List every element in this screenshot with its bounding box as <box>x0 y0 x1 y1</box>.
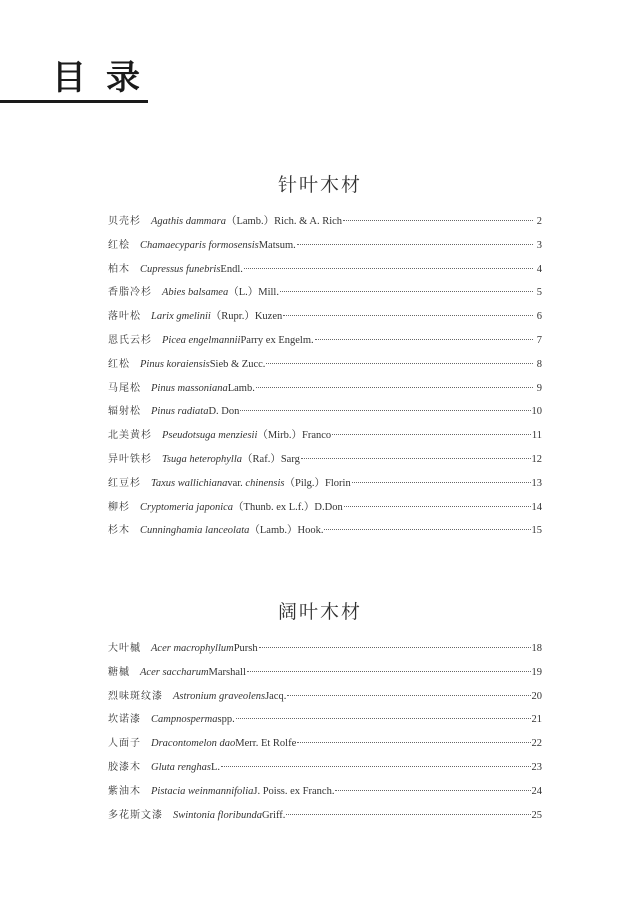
entry-scientific-name: Pseudotsuga menziesii <box>162 430 258 442</box>
entry-page-number: 23 <box>531 761 542 773</box>
entry-authority: Marshall <box>208 666 246 678</box>
toc-entry[interactable] <box>108 710 542 734</box>
entry-page-number: 5 <box>536 287 542 299</box>
entry-page-number: 3 <box>536 239 542 251</box>
leader-dots <box>244 267 533 269</box>
entry-authority: Endl. <box>220 263 243 275</box>
entry-scientific-name: Taxus wallichiana <box>151 477 228 489</box>
entry-page-number: 11 <box>531 430 542 442</box>
entry-authority: （Raf.）Sarg <box>242 453 300 465</box>
leader-dots <box>324 528 530 530</box>
entry-scientific-name: Chamaecyparis formosensis <box>140 239 259 251</box>
entry-page-number: 22 <box>531 738 542 750</box>
toc-entry[interactable] <box>108 426 542 450</box>
toc-entry[interactable] <box>108 734 542 758</box>
entry-chinese-name: 恩氏云杉 <box>108 334 152 346</box>
entry-authority: Matsum. <box>258 239 296 251</box>
toc-entry[interactable] <box>108 331 542 355</box>
entry-chinese-name: 柏木 <box>108 263 130 275</box>
entry-scientific-name: Astronium graveolens <box>173 690 266 702</box>
entry-authority: Pursh <box>233 643 258 654</box>
entry-chinese-name: 胶漆木 <box>108 761 141 773</box>
entry-page-number: 10 <box>531 406 542 418</box>
leader-dots <box>297 741 530 743</box>
entry-scientific-name: Cunninghamia lanceolata <box>140 525 250 537</box>
entry-chinese-name: 落叶松 <box>108 311 141 323</box>
entry-chinese-name: 多花斯文漆 <box>108 809 163 821</box>
entry-page-number: 8 <box>536 358 542 370</box>
entry-authority: J. Poiss. ex Franch. <box>253 785 335 797</box>
page-heading: 目录 <box>52 58 160 98</box>
entry-page-number: 24 <box>531 785 542 797</box>
entry-page-number: 19 <box>531 666 542 678</box>
entry-authority: Merr. Et Rolfe <box>235 738 297 750</box>
leader-dots <box>332 433 531 435</box>
entry-scientific-name: Pinus radiata <box>151 406 209 418</box>
entry-authority: D. Don <box>208 406 240 418</box>
entry-chinese-name: 红豆杉 <box>108 477 141 489</box>
toc-entry[interactable] <box>108 639 542 663</box>
toc-entry[interactable] <box>108 498 542 522</box>
entry-chinese-name: 北美黄杉 <box>108 430 152 442</box>
entry-authority: （Mirb.）Franco <box>257 430 332 442</box>
toc-entry[interactable] <box>108 379 542 403</box>
entry-page-number: 25 <box>531 809 542 821</box>
entry-scientific-name: Abies balsamea <box>162 287 229 299</box>
leader-dots <box>343 219 533 221</box>
section-title-conifer: 针叶木材 <box>277 174 362 196</box>
entry-page-number: 2 <box>536 216 542 227</box>
entry-scientific-name: Swintonia floribunda <box>173 809 262 821</box>
entry-authority: Parry ex Engelm. <box>240 334 314 346</box>
entry-chinese-name: 杉木 <box>108 525 130 537</box>
entry-scientific-name: Dracontomelon dao <box>151 738 236 750</box>
entry-scientific-name: Larix gmelinii <box>151 311 211 323</box>
toc-entry[interactable] <box>108 782 542 806</box>
entry-scientific-name: Cupressus funebris <box>140 263 221 275</box>
entry-page-number: 21 <box>531 714 542 726</box>
entry-authority: （Lamb.）Rich. & A. Rich <box>225 216 343 227</box>
toc-entry[interactable] <box>108 450 542 474</box>
leader-dots <box>221 765 530 767</box>
leader-dots <box>236 717 531 719</box>
entry-chinese-name: 异叶铁杉 <box>108 453 152 465</box>
entry-scientific-name: Pistacia weinmannifolia <box>151 785 254 797</box>
entry-page-number: 18 <box>531 643 542 654</box>
entry-page-number: 4 <box>536 263 542 275</box>
entry-scientific-name: Agathis dammara <box>151 216 226 227</box>
leader-dots <box>280 290 533 292</box>
entry-authority: （Rupr.）Kuzen <box>210 311 283 323</box>
entry-authority: （Lamb.）Hook. <box>249 525 324 537</box>
leader-dots <box>256 386 533 388</box>
leader-dots <box>286 813 530 815</box>
entry-chinese-name: 大叶槭 <box>108 643 141 654</box>
toc-entry[interactable] <box>108 307 542 331</box>
toc-entry[interactable] <box>108 236 542 260</box>
entry-scientific-name: Acer saccharum <box>140 666 209 678</box>
toc-entry[interactable] <box>108 758 542 782</box>
entry-page-number: 13 <box>531 477 542 489</box>
leader-dots <box>301 457 531 459</box>
entry-scientific-name: Acer macrophyllum <box>151 643 234 654</box>
entry-scientific-name: Tsuga heterophylla <box>162 453 243 465</box>
entry-page-number: 15 <box>531 525 542 537</box>
entry-chinese-name: 红松 <box>108 358 130 370</box>
leader-dots <box>287 694 530 696</box>
toc-list-broadleaf <box>108 639 542 829</box>
entry-page-number: 20 <box>531 690 542 702</box>
leader-dots <box>259 646 531 648</box>
entry-variety-name: chinensis <box>245 477 285 489</box>
entry-scientific-name: Pinus koraiensis <box>140 358 210 370</box>
entry-chinese-name: 马尾松 <box>108 382 141 394</box>
leader-dots <box>297 243 533 245</box>
toc-entry[interactable] <box>108 212 542 236</box>
entry-chinese-name: 坎诺漆 <box>108 714 141 726</box>
entry-authority: Jacq. <box>265 690 287 702</box>
entry-authority: Griff. <box>261 809 286 821</box>
entry-chinese-name: 糖槭 <box>108 666 130 678</box>
leader-dots <box>344 505 531 507</box>
entry-scientific-name: Pinus massoniana <box>151 382 228 394</box>
entry-scientific-name: Gluta renghas <box>151 761 211 773</box>
toc-entry[interactable] <box>108 355 542 379</box>
entry-scientific-name: Picea engelmannii <box>162 334 241 346</box>
entry-page-number: 14 <box>531 501 542 513</box>
entry-authority: Lamb. <box>227 382 255 394</box>
leader-dots <box>352 481 531 483</box>
entry-chinese-name: 柳杉 <box>108 501 130 513</box>
entry-scientific-name: Campnosperma <box>151 714 218 726</box>
toc-entry[interactable] <box>108 687 542 711</box>
entry-chinese-name: 紫油木 <box>108 785 141 797</box>
entry-chinese-name: 贝壳杉 <box>108 216 141 227</box>
entry-authority: （L.）Mill. <box>228 287 279 299</box>
toc-entry[interactable] <box>108 402 542 426</box>
leader-dots <box>240 409 530 411</box>
entry-page-number: 6 <box>536 311 542 323</box>
toc-entry[interactable] <box>108 806 542 830</box>
toc-entry[interactable] <box>108 260 542 284</box>
entry-authority: Sieb & Zucc. <box>209 358 266 370</box>
entry-authority: spp. <box>217 714 235 726</box>
heading-underline <box>0 100 148 103</box>
entry-page-number: 9 <box>536 382 542 394</box>
section-title-broadleaf: 阔叶木材 <box>277 601 362 623</box>
entry-chinese-name: 人面子 <box>108 738 141 750</box>
leader-dots <box>283 314 533 316</box>
toc-entry[interactable] <box>108 663 542 687</box>
toc-entry[interactable] <box>108 474 542 498</box>
entry-chinese-name: 红桧 <box>108 239 130 251</box>
leader-dots <box>266 362 533 364</box>
leader-dots <box>315 338 533 340</box>
entry-authority: var. chinensis（Pilg.）Florin <box>227 477 351 489</box>
toc-list-conifer <box>108 212 542 545</box>
entry-chinese-name: 香脂冷杉 <box>108 287 152 299</box>
entry-page-number: 12 <box>531 453 542 465</box>
entry-chinese-name: 辐射松 <box>108 406 141 418</box>
entry-authority: （Thunb. ex L.f.）D.Don <box>233 501 343 513</box>
leader-dots <box>247 670 531 672</box>
entry-page-number: 7 <box>536 334 542 346</box>
toc-entry[interactable] <box>108 521 542 545</box>
leader-dots <box>335 789 530 791</box>
toc-entry[interactable] <box>108 283 542 307</box>
entry-scientific-name: Cryptomeria japonica <box>140 501 234 513</box>
entry-authority: L. <box>211 761 221 773</box>
entry-chinese-name: 烈味斑纹漆 <box>108 690 163 702</box>
